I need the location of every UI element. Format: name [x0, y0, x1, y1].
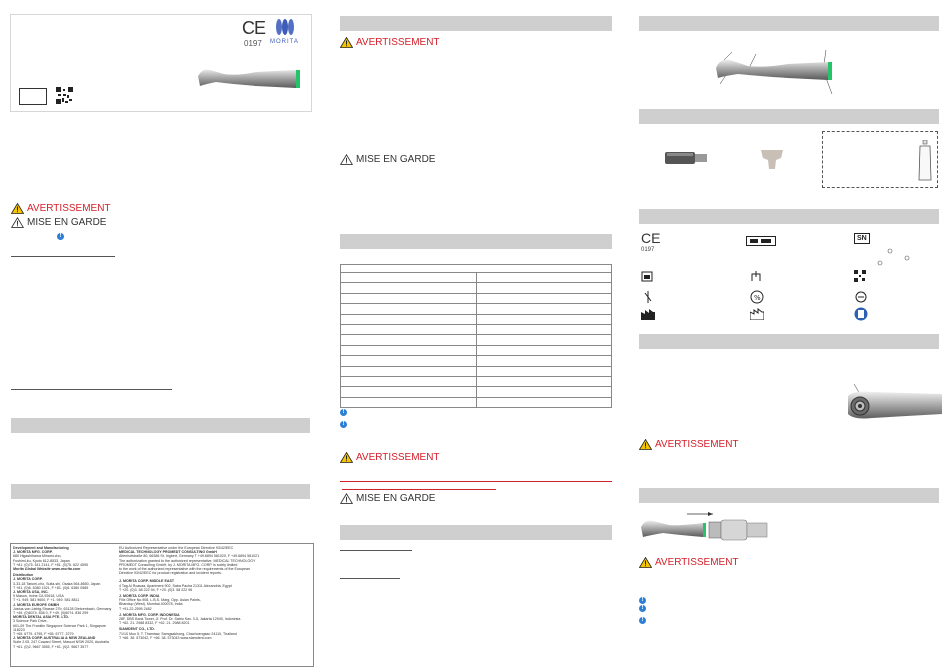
table-row [341, 366, 612, 376]
ce-symbol-number: 0197 [641, 247, 655, 253]
contacts-right [119, 546, 309, 640]
info-circle-icon: ! [340, 421, 347, 428]
date-of-manufacture-icon [641, 270, 653, 282]
sn-symbol: SN [854, 233, 870, 244]
phone: T +65. 6779. 4795, F +65. 6777. 2279 [13, 632, 74, 637]
read-instructions-icon [854, 307, 868, 321]
company-name: MORITA DENTAL ASIA PTE. LTD. [13, 615, 70, 620]
company-name: J. MORITA EUROPE GMBH [13, 602, 59, 607]
section-header-bar [340, 234, 612, 249]
small-circle-icon [904, 255, 910, 261]
spray-can-image [917, 140, 933, 182]
phone: T +66. 38. 573042, F +66. 38. 573043 www.siamdent.com [119, 635, 212, 640]
section-underline [11, 256, 115, 257]
section-underline [11, 389, 172, 390]
ce-mark: CE [242, 18, 266, 38]
small-circle-icon [887, 248, 893, 254]
table-row [341, 265, 612, 273]
eu-rep-note: The authorization granted to the authorized representative, MEDICAL TECHNOLOGY [119, 558, 256, 563]
warning-triangle-icon [639, 439, 652, 450]
distribution-title: Distribution [13, 573, 34, 578]
ref-box [19, 88, 47, 105]
column-cover [0, 0, 318, 672]
table-row [341, 324, 612, 334]
table-row [341, 304, 612, 314]
red-underline [342, 489, 496, 490]
phone: T +49. (0)6074. 836 0, F +49. (0)6074. 836 299 [13, 611, 89, 616]
info-circle-icon: ! [639, 617, 646, 624]
caution-label: MISE EN GARDE [340, 493, 435, 504]
phone: T +62. 21. 2988 8332, F +62. 21. 2988 8201 [119, 621, 190, 626]
qr-code-icon [56, 87, 73, 104]
table-row [341, 345, 612, 355]
column-middle [330, 0, 622, 672]
phone: T +61. (0)2. 9667 3555, F +61. (0)2. 9667 3577 [13, 644, 89, 649]
section-header-bar [340, 525, 612, 540]
small-circle-icon [877, 260, 883, 266]
eu-rep-note: PROMEDT Consulting GmbH, by J. MORITA MFG. CORP. is solely limited [119, 562, 238, 567]
section-header-bar [340, 16, 612, 31]
section-header-bar [11, 418, 310, 433]
company-name: J. MORITA CORP. [13, 577, 43, 582]
caution-triangle-icon [11, 217, 24, 228]
info-circle-icon: ! [639, 597, 646, 604]
ce-symbol: CE [641, 230, 661, 246]
handpiece-diagram [710, 44, 840, 100]
address: Filix Office No.908, L.B.S. Marg, Opp. Asian Paints, [119, 598, 201, 603]
table-row [341, 273, 612, 283]
address: Suite 2.05, 247 Coward Street, Mascot NSW 2020, Australia [13, 640, 109, 645]
address: Fushimi-ku, Kyoto 612-8533, Japan [13, 558, 70, 563]
warning-label: AVERTISSEMENT [340, 37, 440, 48]
dev-title: Development and Manufacturing [13, 546, 69, 550]
company-name: J. MORITA CORP. AUSTRALIA & NEW ZEALAND [13, 636, 96, 641]
handpiece-head-image [842, 380, 942, 430]
eu-rep-note: Directive 93/42/EEC for product registration and incident reports. [119, 571, 222, 576]
table-row [341, 293, 612, 303]
warning-label: AVERTISSEMENT [639, 439, 739, 450]
address: 3-33-18 Tarumi-cho, Suita-shi, Osaka 564-8650, Japan [13, 581, 101, 586]
handpiece-image [196, 64, 308, 92]
manufacturer-icon [641, 308, 655, 320]
svg-text:%: % [754, 294, 761, 302]
table-row [341, 335, 612, 345]
qr-symbol-icon [854, 270, 866, 282]
address: #01-09 The Franklin Singapore Science Park 1, Singapore 118223 [13, 623, 107, 632]
specifications-table [340, 264, 612, 408]
company-name: MEDICAL TECHNOLOGY PROMEDT CONSULTING GmbH [119, 550, 217, 555]
table-row [341, 397, 612, 407]
section-header-bar [639, 209, 939, 224]
phone: T +20. (0)3. 58 222 94, F +20. (0)3. 58 222 96 [119, 587, 193, 592]
website-link[interactable]: Morita Global Website www.morita.com [13, 567, 81, 572]
address: 4 Tag Al Roasaa, Apartment 902, Saba Pacha 21311 Alexandria, Egypt [119, 583, 232, 588]
warning-label: AVERTISSEMENT [340, 452, 440, 463]
phone: T +91-22-2595 2482 [119, 606, 152, 611]
caution-triangle-icon [340, 493, 353, 504]
table-row [341, 356, 612, 366]
section-header-bar [639, 488, 939, 503]
caution-triangle-icon [340, 154, 353, 165]
section-underline [340, 550, 412, 551]
section-header-bar [639, 109, 939, 124]
address: 71/10 Moo 5, T. Thamtaw, Samgsakhong, Chachoengsao 24110, Thailand [119, 631, 237, 636]
eu-rep-note: to the work of the authorized representative with the requirements of the European [119, 567, 251, 572]
company-name: J. MORITA CORP. INDIA [119, 594, 160, 599]
eu-rep-title: EU Authorized Representative under the European Directive 93/42/EEC [119, 546, 234, 550]
company-name: SIAMDENT CO., LTD. [119, 627, 155, 632]
manufacturing-date-icon [750, 308, 764, 320]
company-name: J. MORITA USA, INC. [13, 590, 49, 595]
warning-triangle-icon [639, 557, 652, 568]
section-header-bar [639, 16, 939, 31]
warning-label: AVERTISSEMENT [639, 557, 739, 568]
red-divider [340, 481, 612, 482]
table-row [341, 283, 612, 293]
nozzle-image [665, 151, 707, 165]
address: 28F, DBS Bank Tower, Jl. Prof. Dr. Satrio Kav. 3-5, Jakarta 12940, Indonesia [119, 617, 241, 622]
warning-triangle-icon [11, 203, 24, 214]
company-name: J. MORITA MFG. CORP. INDONESIA [119, 612, 180, 617]
table-row [341, 314, 612, 324]
atmospheric-pressure-icon [854, 290, 868, 304]
humidity-limit-icon [750, 290, 764, 304]
brand-name: MORITA [270, 39, 299, 45]
address: 9 Mason, Irvine CA 92618, USA [13, 594, 64, 599]
company-name: J. MORITA CORP. MIDDLE EAST [119, 579, 175, 584]
handpiece-connection-diagram [639, 511, 769, 543]
caution-label: MISE EN GARDE [11, 217, 106, 228]
column-right [632, 0, 950, 672]
info-circle-icon: ! [57, 233, 64, 240]
phone: T +1. 949. 581 9600, F +1. 949. 581 8811 [13, 598, 80, 603]
temperature-limit-icon [643, 290, 653, 304]
caution-label: MISE EN GARDE [340, 154, 435, 165]
ref-symbol-icon [746, 236, 776, 246]
contact-box [10, 543, 314, 667]
info-circle-icon: ! [639, 605, 646, 612]
company-name: J. MORITA MFG. CORP. [13, 550, 53, 555]
phone: T +81. (0)75. 611 2141, F +81. (0)75. 622 4595 [13, 562, 88, 567]
contacts-left [13, 546, 117, 649]
morita-logo-icon [274, 18, 296, 36]
section-underline [340, 578, 400, 579]
table-row [341, 376, 612, 386]
section-header-bar [11, 484, 310, 499]
info-circle-icon: ! [340, 409, 347, 416]
address: Justus-von-Liebig-Strasse 27b, 63128 Dietzenbach, Germany [13, 606, 112, 611]
section-header-bar [639, 334, 939, 349]
notified-body-number: 0197 [244, 39, 262, 48]
phone: T +81. (0)6. 6380 1521, F +81. (0)6. 6380 0585 [13, 585, 89, 590]
cap-image [759, 148, 785, 170]
address: 3 Science Park Drive, [13, 619, 48, 624]
address: 680 Higashihama Minami-cho, [13, 554, 62, 559]
address: Altenhofstraße 80, 66386 St. Ingbert, Germany T +49.6894 581020, F +49.6894 581021 [119, 554, 260, 559]
warning-triangle-icon [340, 452, 353, 463]
warning-triangle-icon [340, 37, 353, 48]
warning-label: AVERTISSEMENT [11, 203, 111, 214]
address: Bhandup (West), Mumbai 400078, India [119, 602, 183, 607]
table-row [341, 387, 612, 397]
keep-dry-icon [750, 270, 762, 282]
